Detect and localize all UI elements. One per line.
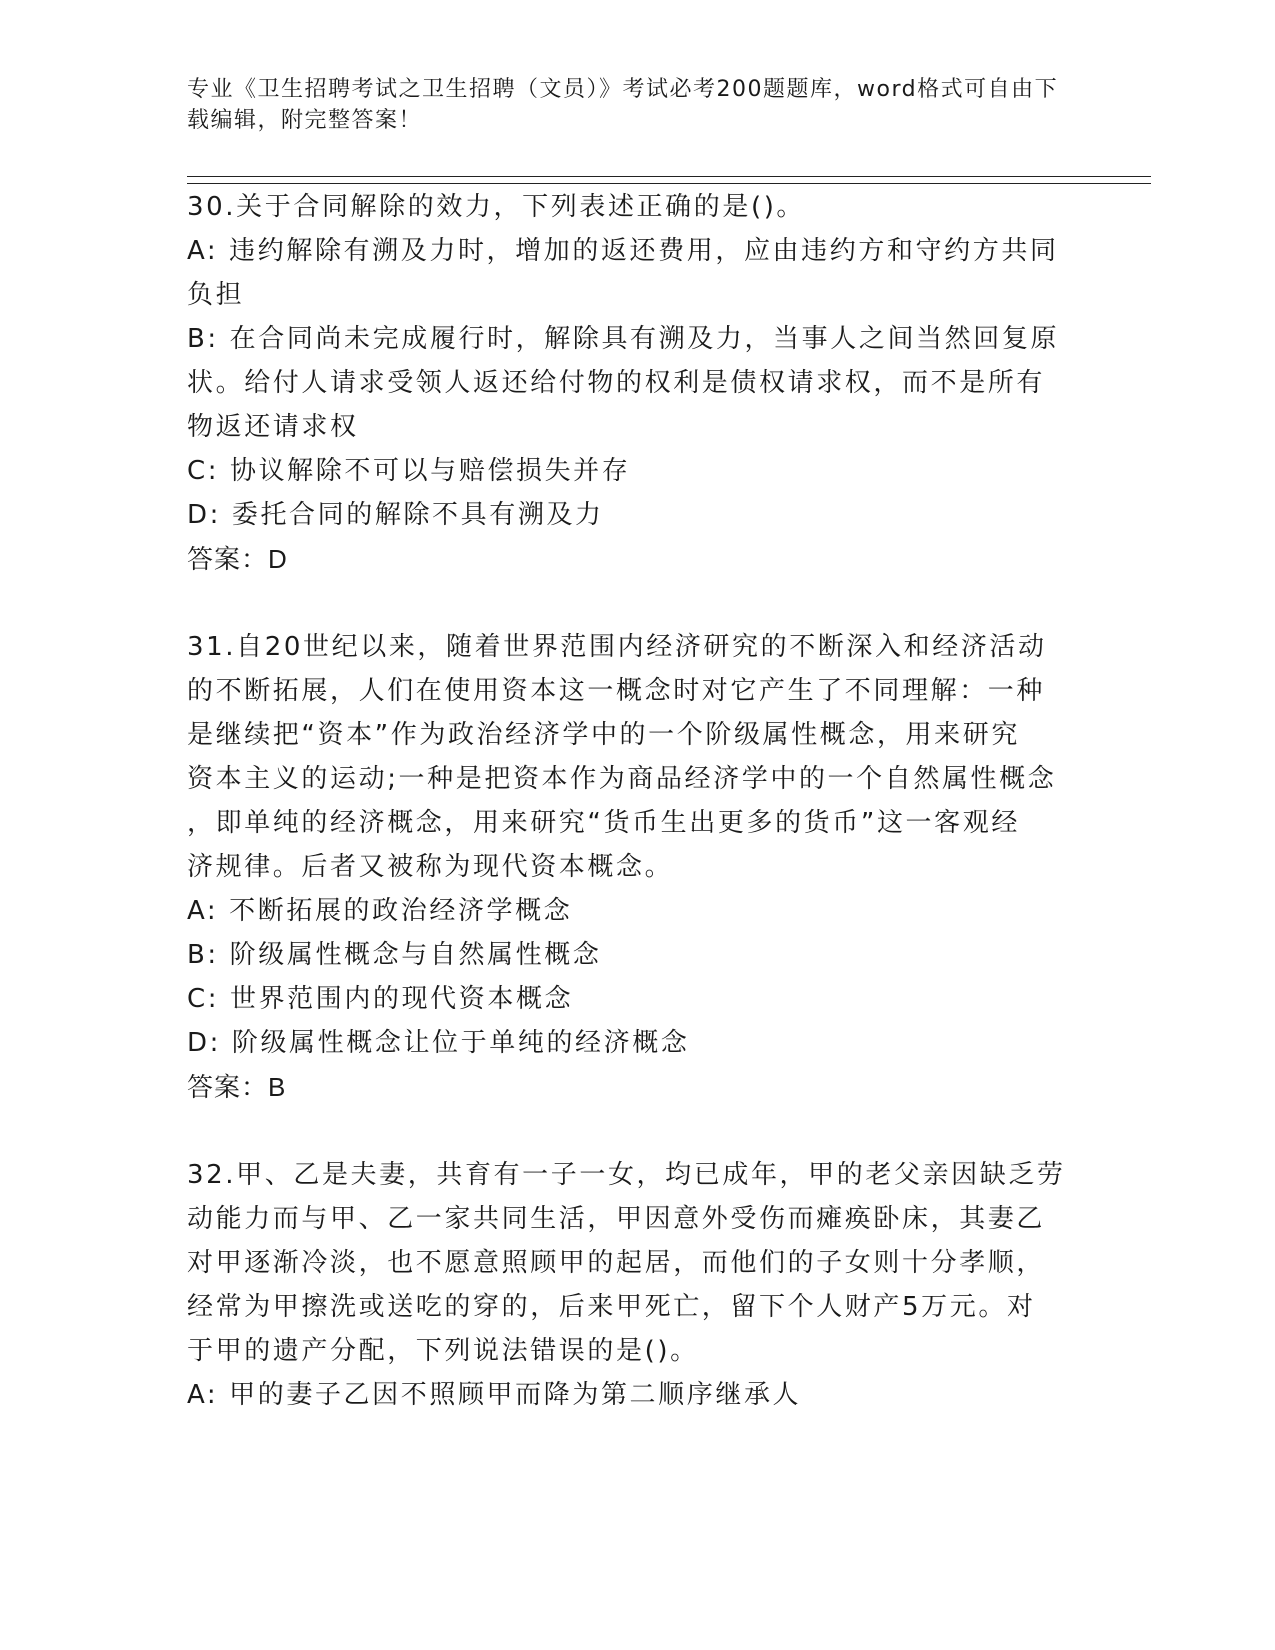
question-32-stem-line3: 对甲逐渐冷淡，也不愿意照顾甲的起居，而他们的子女则十分孝顺， — [187, 1248, 1046, 1278]
question-31-stem-line4: 资本主义的运动;一种是把资本作为商品经济学中的一个自然属性概念 — [187, 764, 1057, 794]
question-31-option-b: B: 阶级属性概念与自然属性概念 — [187, 940, 602, 970]
document-header: 专业《卫生招聘考试之卫生招聘（文员）》考试必考200题题库，word格式可自由下载编辑，附完整答案！ — [187, 77, 1059, 133]
header-divider-bottom — [187, 183, 1151, 184]
question-31-stem-line1: 31.自20世纪以来，随着世界范围内经济研究的不断深入和经济活动 — [187, 632, 1047, 662]
question-31-answer: 答案：B — [187, 1072, 287, 1102]
question-31-option-c: C: 世界范围内的现代资本概念 — [187, 984, 574, 1014]
question-32-option-a: A: 甲的妻子乙因不照顾甲而降为第二顺序继承人 — [187, 1380, 802, 1410]
question-32-stem-line1: 32.甲、乙是夫妻，共育有一子一女，均已成年，甲的老父亲因缺乏劳 — [187, 1160, 1066, 1190]
question-30-option-b-cont2: 物返还请求权 — [187, 412, 359, 442]
question-32-stem-line2: 动能力而与甲、乙一家共同生活，甲因意外受伤而瘫痪卧床，其妻乙 — [187, 1204, 1046, 1234]
question-31-option-a: A: 不断拓展的政治经济学概念 — [187, 896, 573, 926]
question-32-stem-line5: 于甲的遗产分配，下列说法错误的是()。 — [187, 1336, 699, 1366]
question-31-option-d: D: 阶级属性概念让位于单纯的经济概念 — [187, 1028, 690, 1058]
question-30-option-a-cont: 负担 — [187, 280, 245, 310]
question-32-stem-line4: 经常为甲擦洗或送吃的穿的，后来甲死亡，留下个人财产5万元。对 — [187, 1292, 1036, 1322]
question-31-stem-line2: 的不断拓展，人们在使用资本这一概念时对它产生了不同理解：一种 — [187, 676, 1046, 706]
question-30-option-b-cont: 状。给付人请求受领人返还给付物的权利是债权请求权，而不是所有 — [187, 368, 1046, 398]
question-30-stem: 30.关于合同解除的效力，下列表述正确的是()。 — [187, 192, 806, 222]
question-30-option-d: D: 委托合同的解除不具有溯及力 — [187, 500, 604, 530]
question-30-option-a: A: 违约解除有溯及力时，增加的返还费用，应由违约方和守约方共同 — [187, 236, 1059, 266]
question-30-option-c: C: 协议解除不可以与赔偿损失并存 — [187, 456, 631, 486]
question-30-option-b: B: 在合同尚未完成履行时，解除具有溯及力，当事人之间当然回复原 — [187, 324, 1060, 354]
question-31-stem-line3: 是继续把“资本”作为政治经济学中的一个阶级属性概念，用来研究 — [187, 720, 1020, 750]
question-31-stem-line6: 济规律。后者又被称为现代资本概念。 — [187, 852, 674, 882]
header-divider-top — [187, 176, 1151, 177]
question-30-answer: 答案：D — [187, 544, 288, 574]
question-31-stem-line5: ，即单纯的经济概念，用来研究“货币生出更多的货币”这一客观经 — [187, 808, 1020, 838]
